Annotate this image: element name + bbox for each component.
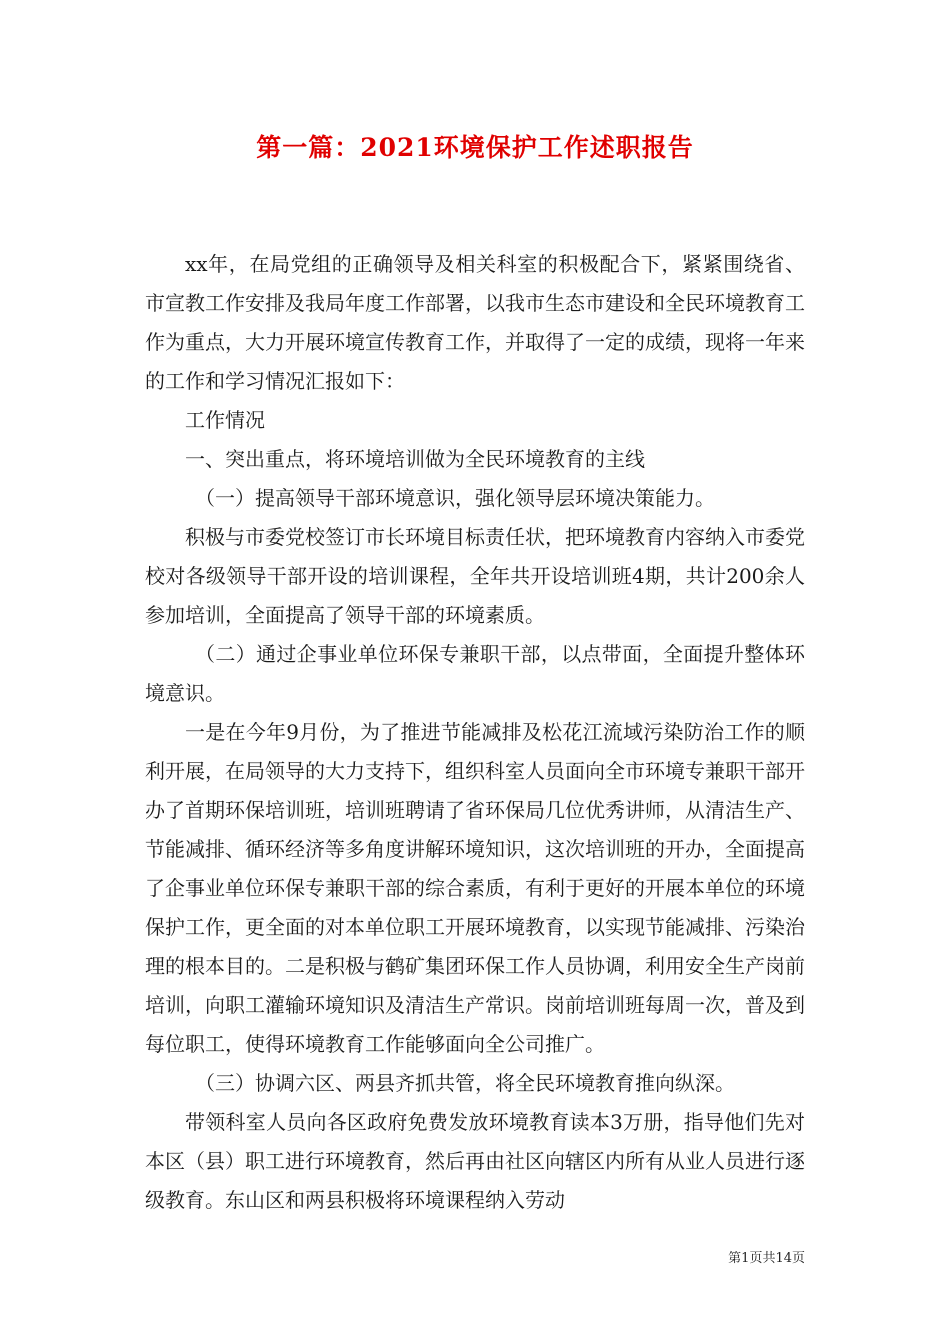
paragraph-intro: xx年，在局党组的正确领导及相关科室的积极配合下，紧紧围绕省、市宣教工作安排及我局年度工作部署，以我市生态市建设和全民环境教育工作为重点，大力开展环境宣传教育工作，并取得了一定的成绩，现将一年来的工作和学习情况汇报如下： bbox=[145, 252, 805, 393]
paragraph-1: 积极与市委党校签订市长环境目标责任状，把环境教育内容纳入市委党校对各级领导干部开设的培训课程，全年共开设培训班4期，共计200余人参加培训，全面提高了领导干部的环境素质。 bbox=[145, 525, 805, 627]
document-title: 第一篇：2021环境保护工作述职报告 bbox=[256, 133, 694, 162]
page-number: 第1页共14页 bbox=[728, 1251, 805, 1266]
heading-section-1: 一、突出重点，将环境培训做为全民环境教育的主线 bbox=[185, 447, 645, 471]
heading-work-status: 工作情况 bbox=[185, 408, 265, 432]
document-body bbox=[145, 245, 805, 1220]
paragraph-3: 带领科室人员向各区政府免费发放环境教育读本3万册，指导他们先对本区（县）职工进行环境教育，然后再由社区向辖区内所有从业人员进行逐级教育。东山区和两县积极将环境课程纳入劳动 bbox=[145, 1110, 805, 1212]
paragraph-2: 一是在今年9月份，为了推进节能减排及松花江流域污染防治工作的顺利开展，在局领导的大力支持下，组织科室人员面向全市环境专兼职干部开办了首期环保培训班，培训班聘请了省环保局几位优秀讲师，从清洁生产、节能减排、循环经济等多角度讲解环境知识，这次培训班的开办，全面提高了企事业单位环保专兼职干部的综合素质，有利于更好的开展本单位的环境保护工作，更全面的对本单位职工开展环境教育，以实现节能减排、污染治理的根本目的。二是积极与鹤矿集团环保工作人员协调，利用安全生产岗前培训，向职工灌输环境知识及清洁生产常识。岗前培训班每周一次，普及到每位职工，使得环境教育工作能够面向全公司推广。 bbox=[145, 720, 805, 1056]
subheading-3: （三）协调六区、两县齐抓共管，将全民环境教育推向纵深。 bbox=[195, 1071, 735, 1095]
subheading-1: （一）提高领导干部环境意识，强化领导层环境决策能力。 bbox=[195, 486, 715, 510]
subheading-2: （二）通过企事业单位环保专兼职干部，以点带面，全面提升整体环境意识。 bbox=[145, 642, 805, 705]
